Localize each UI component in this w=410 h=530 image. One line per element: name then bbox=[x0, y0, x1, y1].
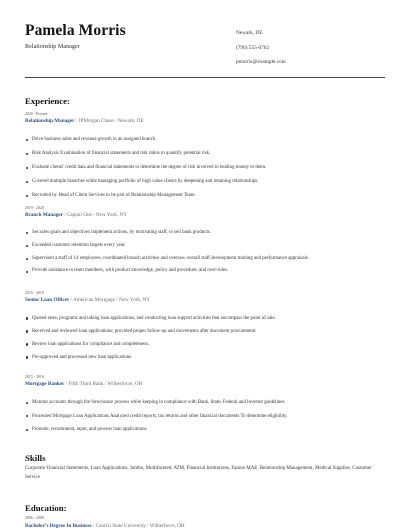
contact-phone: (790) 555-0762 bbox=[236, 44, 270, 51]
contact-email: pmorris@example.com bbox=[236, 59, 286, 65]
job-bullets bbox=[25, 133, 385, 203]
experience-heading: Experience: bbox=[25, 96, 70, 106]
job-entry-4 bbox=[25, 374, 385, 437]
resume-header bbox=[25, 22, 385, 78]
list-item: Processed Mortgage Loan Applications Analyzed credit reports, tax returns and other financial documents To determine eligibility. bbox=[25, 410, 385, 424]
contact-location: Newark, DE bbox=[236, 30, 263, 36]
job-dates: 2016 - 2019 bbox=[25, 291, 44, 295]
list-item: Provide assistance to team members, with product knowledge, policy and procedure, and over-rides. bbox=[25, 265, 385, 278]
job-entry-1 bbox=[25, 111, 385, 203]
job-entry-3 bbox=[25, 290, 385, 364]
education-heading: Education: bbox=[25, 503, 67, 513]
list-item: Set sales goals and objectives implement actions, by motivating staff, to sell bank products. bbox=[25, 227, 385, 240]
education-entry bbox=[25, 515, 385, 530]
candidate-name: Pamela Morris bbox=[25, 22, 126, 39]
education-heading-line bbox=[25, 522, 385, 530]
header-divider bbox=[25, 77, 385, 78]
education-dates: 2006 - 2009 bbox=[25, 516, 44, 520]
job-title: Mortgage Banker bbox=[25, 381, 65, 387]
job-entry-2 bbox=[25, 205, 385, 278]
list-item: Covered multiple branches while managing portfolio of high value clients by deepening and retaining relationships. bbox=[25, 175, 385, 189]
list-item: Monitor accounts through the foreclosure process while keeping in compliance with Bank, State, Federal and Investor guidelines. bbox=[25, 396, 385, 410]
education-school: / Central State University / Wilberforce, OH bbox=[91, 523, 185, 529]
list-item: Risk Analysis Examination of financial statements and risk ratios to quantify potential risk. bbox=[25, 147, 385, 161]
list-item: Received and reviewed loan applications; provided proper follow-up and movements after document procurement. bbox=[25, 325, 385, 338]
job-bullets bbox=[25, 396, 385, 437]
job-dates: 2019 - 2020 bbox=[25, 206, 44, 210]
list-item: Exceeded customer retention targets every year. bbox=[25, 240, 385, 253]
list-item: Pre-approved and processed new loan applications. bbox=[25, 351, 385, 364]
list-item: Supervised a staff of 14 employees, coordinated branch activities and oversaw overall staff development training and performance appraisals. bbox=[25, 253, 385, 266]
education-degree: Bachelor's Degree In Business bbox=[25, 523, 92, 529]
list-item: Promote, recommend, input, and process loan applications. bbox=[25, 423, 385, 437]
job-heading bbox=[25, 117, 385, 125]
list-item: Recruited by Head of Client Services to be part of Relationship Management Team. bbox=[25, 189, 385, 203]
job-bullets bbox=[25, 312, 385, 364]
skills-heading: Skills bbox=[25, 453, 46, 463]
contact-info bbox=[236, 30, 286, 74]
job-employer: / Fifth Third Bank / Wilberforce, OH bbox=[64, 381, 143, 387]
job-title: Branch Manager bbox=[25, 212, 63, 218]
job-employer: / JPMorgan Chase / Newark, DE bbox=[74, 118, 144, 124]
job-heading bbox=[25, 211, 385, 219]
job-employer: / Capital One / New York, NY bbox=[62, 212, 128, 218]
list-item: Drive business sales and revenue growth in an assigned branch. bbox=[25, 133, 385, 147]
job-title: Relationship Manager bbox=[25, 118, 75, 124]
job-bullets bbox=[25, 227, 385, 278]
candidate-title: Relationship Manager bbox=[25, 43, 80, 50]
skills-list: Corporate Financial Statements, Loan Applications, Jumbo, Multifaceted, ATM, Financial Institutions, Fannie MAE, Relationship Management, Medical Supplies, Customer Service bbox=[25, 466, 372, 480]
list-item: Review loan applications for compliance and completeness. bbox=[25, 338, 385, 351]
job-heading bbox=[25, 380, 385, 388]
list-item: Evaluate clients' credit data and financial statements to determine the degree of risk involved in lending money to them. bbox=[25, 161, 385, 175]
job-heading bbox=[25, 296, 385, 304]
job-employer: / American Mortgage / New York, NY bbox=[69, 297, 151, 303]
job-dates: 2015 - 2016 bbox=[25, 375, 44, 379]
job-title: Senior Loan Officer bbox=[25, 297, 70, 303]
job-dates: 2020 - Present bbox=[25, 112, 48, 116]
list-item: Quoted rates, programs and taking loan applications, and conducting loan support activities that encompass the point of sale. bbox=[25, 312, 385, 325]
